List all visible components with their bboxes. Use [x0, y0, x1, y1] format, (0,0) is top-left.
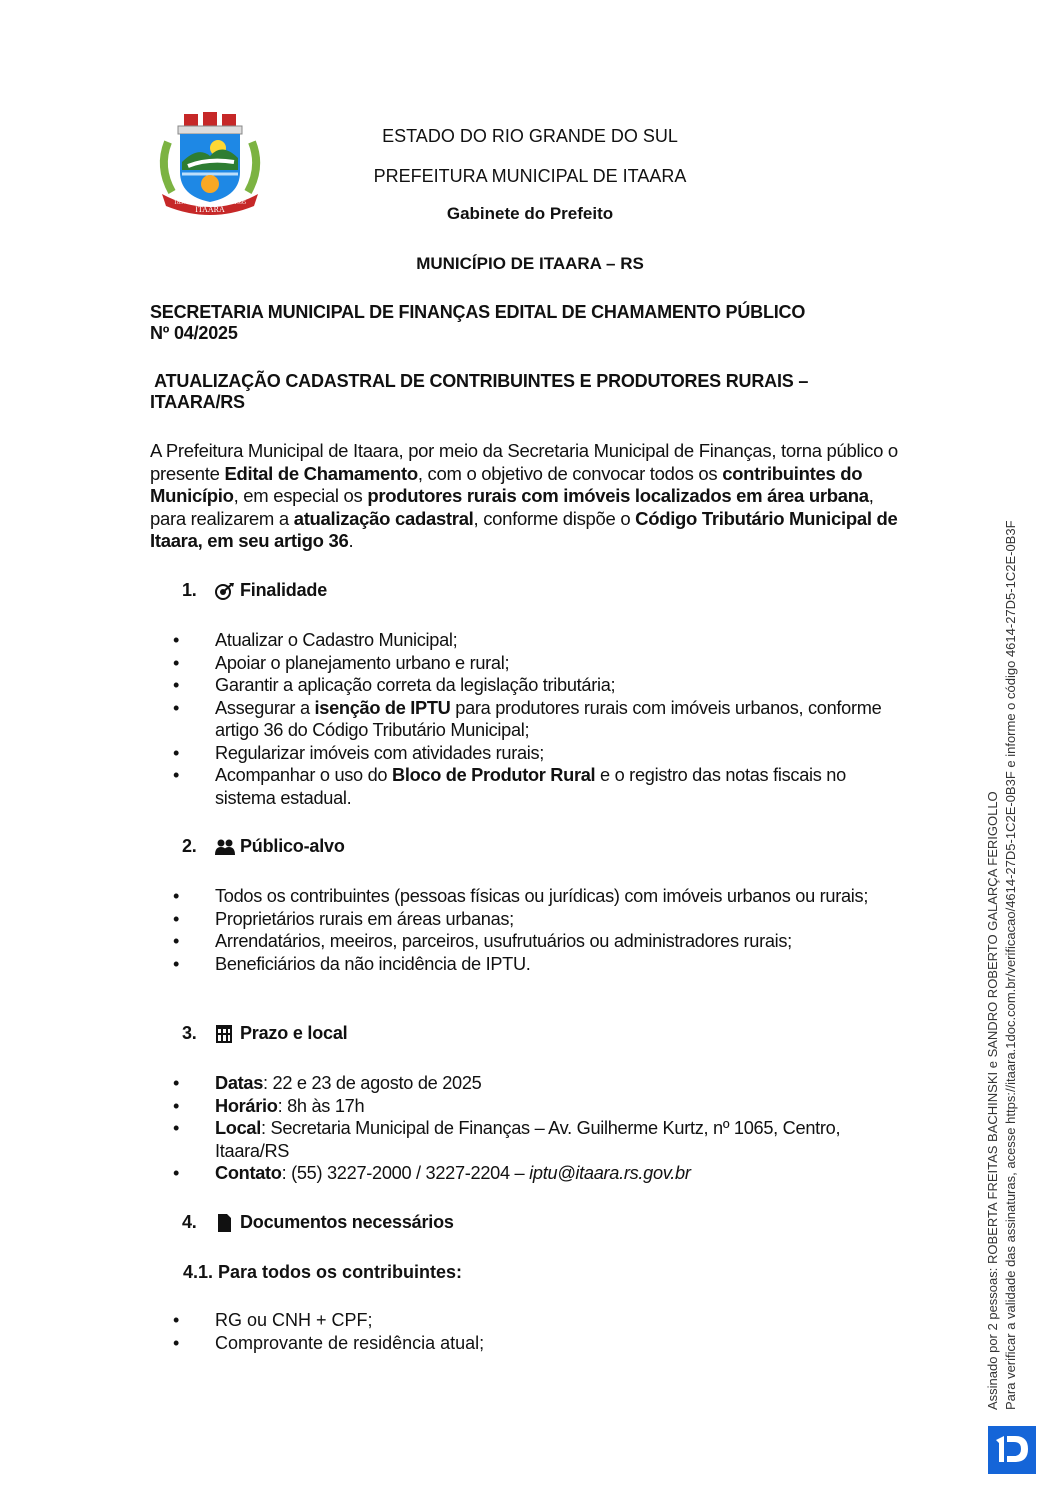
header-prefeitura: PREFEITURA MUNICIPAL DE ITAARA — [373, 166, 687, 186]
intro-bold: atualização cadastral — [293, 507, 474, 529]
section-1-heading — [182, 580, 327, 601]
edital-number: Nº 04/2025 — [150, 323, 238, 343]
edital-subtitle — [150, 371, 890, 413]
section-2-list — [150, 885, 900, 975]
list-item: • Comprovante de residência atual; — [173, 1332, 485, 1353]
intro-text: , conforme dispõe o — [473, 507, 636, 529]
edital-title-line1: SECRETARIA MUNICIPAL DE FINANÇAS EDITAL DE CHAMAMENTO PÚBLICO — [150, 302, 806, 322]
signature-signers: Assinado por 2 pessoas: ROBERTA FREITAS BACHINSKI e SANDRO ROBERTO GALARÇA FERIGOLLO — [985, 791, 1000, 1410]
contact-email-link[interactable]: iptu@itaara.rs.gov.br — [529, 1163, 691, 1183]
section-4-list — [150, 1309, 900, 1354]
intro-text: . — [348, 530, 354, 551]
section-title: Público-alvo — [240, 836, 345, 856]
section-title: Finalidade — [240, 580, 328, 600]
crest-right-year: 1995 — [234, 200, 246, 206]
section-2-heading — [182, 836, 345, 857]
list-item: • RG ou CNH + CPF; — [173, 1310, 373, 1330]
intro-text: A Prefeitura Municipal de Itaara, por meio da Secretaria Municipal de Finanças, torna público o presente — [150, 440, 898, 484]
intro-text: , em especial os — [233, 485, 368, 506]
intro-paragraph — [150, 440, 910, 553]
list-item: • Proprietários rurais em áreas urbanas; — [173, 908, 514, 929]
section-number: 4. — [182, 1212, 197, 1232]
crest-left-year: 1857 — [174, 200, 186, 206]
list-item: • Assegurar a isenção de IPTU para produtores rurais com imóveis urbanos, conforme artigo 36 do Código Tributário Municipal; — [173, 697, 882, 740]
section-number: 3. — [182, 1023, 197, 1043]
edital-title — [150, 302, 890, 344]
crest-name: ITAARA — [195, 205, 225, 214]
signature-stamp — [984, 450, 1028, 1410]
section-number: 1. — [182, 580, 197, 600]
target-icon — [214, 582, 236, 600]
document-icon — [214, 1214, 236, 1232]
people-icon — [214, 838, 236, 856]
calendar-icon — [214, 1025, 236, 1043]
list-item: • Contato: (55) 3227-2000 / 3227-2204 – iptu@itaara.rs.gov.br — [173, 1163, 691, 1183]
list-item: • Local: Secretaria Municipal de Finanças – Av. Guilherme Kurtz, nº 1065, Centro, Itaara/RS — [173, 1118, 841, 1161]
edital-subtitle-line1: ATUALIZAÇÃO CADASTRAL DE CONTRIBUINTES E PRODUTORES RURAIS – — [150, 371, 809, 391]
header-municipio: MUNICÍPIO DE ITAARA – RS — [416, 254, 644, 273]
1doc-badge-logo — [988, 1426, 1036, 1474]
section-3-list — [150, 1072, 900, 1185]
header-state: ESTADO DO RIO GRANDE DO SUL — [382, 126, 678, 146]
section-title: Documentos necessários — [240, 1212, 454, 1232]
list-item: • Arrendatários, meeiros, parceiros, usufrutuários ou administradores rurais; — [173, 931, 792, 951]
list-item: • Horário: 8h às 17h — [173, 1095, 365, 1116]
intro-bold: Código Tributário Municipal de Itaara, em seu artigo 36 — [150, 507, 898, 551]
list-item: • Atualizar o Cadastro Municipal; — [173, 630, 458, 650]
intro-bold: produtores rurais com imóveis localizados em área urbana — [367, 485, 869, 506]
municipal-crest-logo — [148, 112, 272, 220]
signature-verification[interactable]: Para verificar a validade das assinaturas, acesse https://itaara.1doc.com.br/verificacao/4614-27D5-1C2E-0B3F e informe o código 4614-27D5-1C2E-0B3F — [1003, 520, 1018, 1410]
section-4-heading — [182, 1212, 454, 1233]
list-item: • Todos os contribuintes (pessoas físicas ou jurídicas) com imóveis urbanos ou rurais; — [173, 886, 869, 906]
list-item: • Datas: 22 e 23 de agosto de 2025 — [173, 1073, 482, 1093]
section-title: Prazo e local — [240, 1023, 348, 1043]
list-item: • Acompanhar o uso do Bloco de Produtor Rural e o registro das notas fiscais no sistema estadual. — [173, 765, 846, 808]
section-1-list — [150, 629, 900, 809]
intro-bold: contribuintes do Município — [150, 462, 863, 506]
section-4-1-heading: 4.1. Para todos os contribuintes: — [183, 1262, 463, 1282]
1doc-logo-icon — [988, 1426, 1036, 1474]
section-3-heading — [182, 1023, 347, 1044]
section-number: 2. — [182, 836, 197, 856]
list-item: • Regularizar imóveis com atividades rurais; — [173, 742, 545, 763]
intro-bold: Edital de Chamamento — [224, 462, 418, 484]
edital-subtitle-line2: ITAARA/RS — [150, 392, 245, 412]
header-gabinete: Gabinete do Prefeito — [446, 204, 614, 223]
list-item: • Garantir a aplicação correta da legislação tributária; — [173, 675, 616, 695]
list-item: • Beneficiários da não incidência de IPTU. — [173, 953, 531, 974]
intro-text: , para realizarem a — [150, 485, 874, 529]
list-item: • Apoiar o planejamento urbano e rural; — [173, 652, 510, 673]
intro-text: , com o objetivo de convocar todos os — [417, 462, 723, 484]
